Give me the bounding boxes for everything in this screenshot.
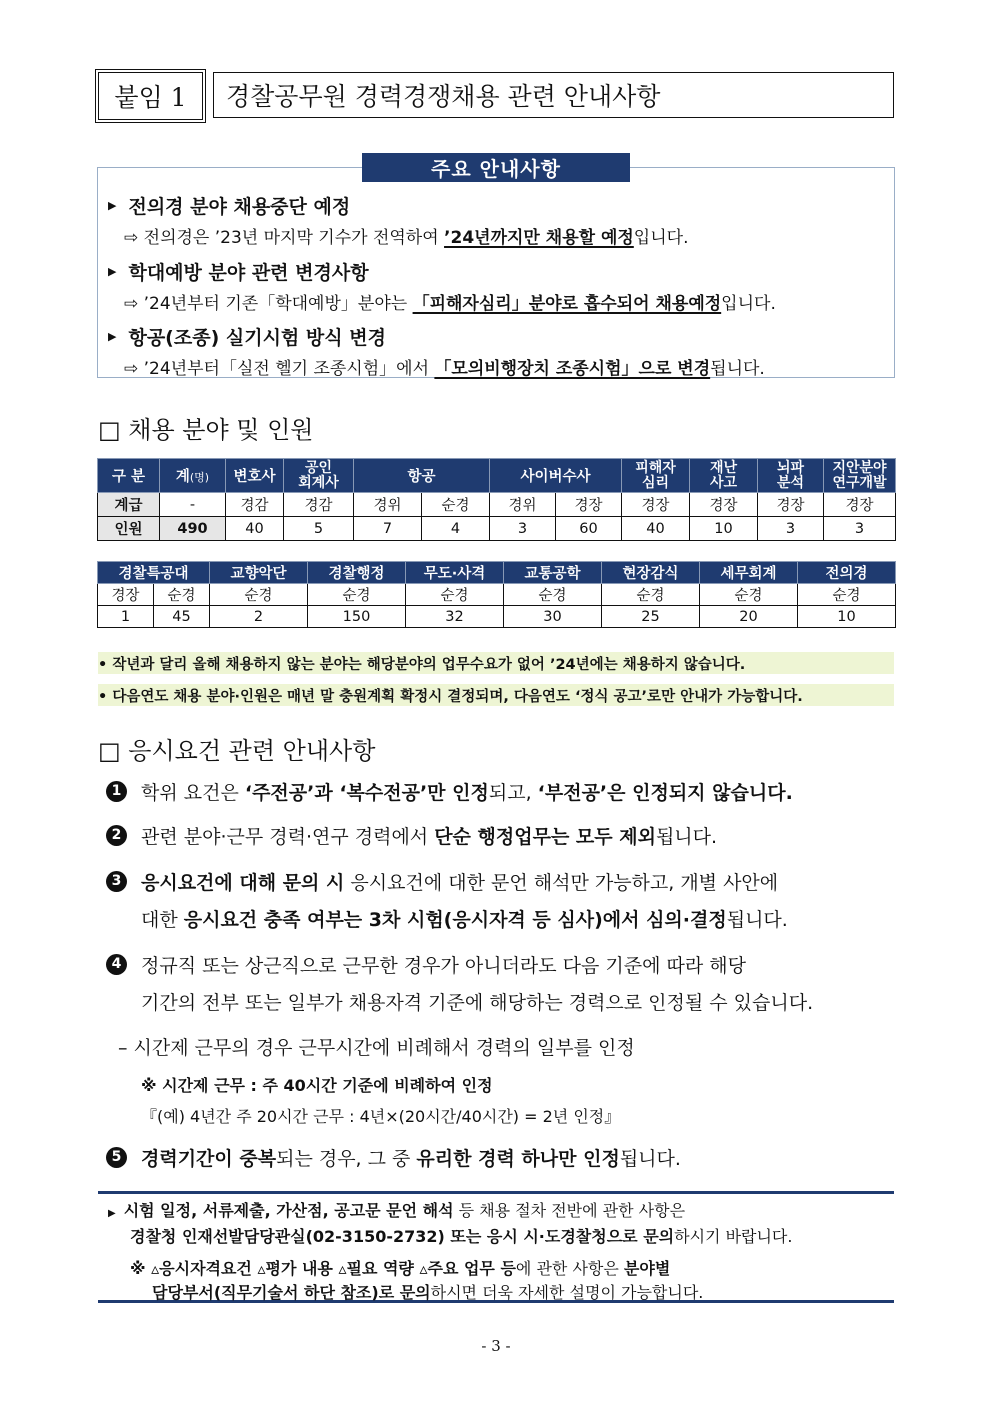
col-total: 계(명) [160,459,226,493]
notice-item-1-body: ⇨ 전의경은 ’23년 마지막 기수가 전역하여 ’24년까지만 채용할 예정입니다. [124,228,689,248]
notice-item-3-head: ▶ 항공(조종) 실기시험 방식 변경 [108,327,386,349]
contact-line-4: 담당부서(직무기술서 하단 참조)로 문의하시면 더욱 자세한 설명이 가능합니다. [152,1283,704,1302]
triangle-bullet-icon: ▶ [108,1208,116,1219]
triangle-bullet-icon: ▶ [108,199,117,212]
section-title-recruitment: □ 채용 분야 및 인원 [98,416,314,444]
notice-item-2-body: ⇨ ’24년부터 기존「학대예방」분야는 「피해자심리」분야로 흡수되어 채용예정입니다. [124,294,776,314]
col-brainwave: 뇌파 분석 [758,459,824,493]
requirement-4-sub: – 시간제 근무의 경우 근무시간에 비례해서 경력의 일부를 인정 [118,1037,635,1059]
contact-line-3: ※ ▵응시자격요건 ▵평가 내용 ▵필요 역량 ▵주요 업무 등에 관한 사항은 분야별 [130,1259,671,1278]
number-5-icon: 5 [106,1147,127,1168]
number-2-icon: 2 [106,825,127,846]
requirement-3-line2: 대한 응시요건 충족 여부는 3차 시험(응시자격 등 심사)에서 심의·결정됩니다. [141,909,788,931]
recruitment-table-2 [97,561,896,628]
part-time-note: ※ 시간제 근무 : 주 40시간 기준에 비례하여 인정 [141,1076,493,1095]
highlight-note-2: • 다음연도 채용 분야·인원은 매년 말 충원계획 확정시 결정되며, 다음연도 ‘정식 공고’로만 안내가 가능합니다. [98,684,894,706]
requirement-4: 4 정규직 또는 상근직으로 근무한 경우가 아니더라도 다음 기준에 따라 해당 [106,951,746,978]
page-title: 경찰공무원 경력경쟁채용 관련 안내사항 [213,72,894,118]
part-time-example: 『(예) 4년간 주 20시간 근무 : 4년×(20시간/40시간) = 2년 인정』 [141,1107,621,1126]
col-cpa: 공인 회계사 [284,459,354,493]
notice-item-3-body: ⇨ ’24년부터「실전 헬기 조종시험」에서 「모의비행장치 조종시험」으로 변경됩니다. [124,359,765,379]
number-1-icon: 1 [106,781,127,802]
table1-rank-row: 계급 - 경감 경감 경위 순경 경위 경장 경장 경장 경장 경장 [98,493,896,517]
requirement-2: 2 관련 분야·근무 경력·연구 경력에서 단순 행정업무는 모두 제외됩니다. [106,822,717,849]
page-number: - 3 - [481,1337,511,1355]
notice-item-2-head: ▶ 학대예방 분야 관련 변경사항 [108,262,369,284]
requirement-4-line2: 기간의 전부 또는 일부가 채용자격 기준에 해당하는 경력으로 인정될 수 있습니다. [141,992,814,1014]
arrow-icon: ⇨ [124,228,139,248]
triangle-bullet-icon: ▶ [108,265,117,278]
col-disaster: 재난 사고 [690,459,758,493]
arrow-icon: ⇨ [124,294,139,314]
notice-title: 주요 안내사항 [362,153,630,182]
requirement-5: 5 경력기간이 중복되는 경우, 그 중 유리한 경력 하나만 인정됩니다. [106,1144,681,1171]
recruitment-table-1 [97,458,896,541]
table2-count-row: 1 45 2 150 32 30 25 20 10 [98,606,896,628]
requirement-1: 1 학위 요건은 ‘주전공’과 ‘복수전공’만 인정되고, ‘부전공’은 인정되지 않습니다. [106,778,793,805]
number-3-icon: 3 [106,871,127,892]
triangle-bullet-icon: ▶ [108,330,117,343]
table1-count-row: 인원 490 40 5 7 4 3 60 40 10 3 3 [98,517,896,541]
contact-line-2: 경찰청 인재선발담당관실(02-3150-2732) 또는 응시 시·도경찰청으로 문의하시기 바랍니다. [130,1227,793,1246]
col-victim-psych: 피해자 심리 [622,459,690,493]
col-lawyer: 변호사 [226,459,284,493]
arrow-icon: ⇨ [124,359,139,379]
attachment-tag: 붙임 1 [98,72,203,120]
section-title-requirements: □ 응시요건 관련 안내사항 [98,737,376,765]
number-4-icon: 4 [106,954,127,975]
highlight-note-1: • 작년과 달리 올해 채용하지 않는 분야는 해당분야의 업무수요가 없어 ’24년에는 채용하지 않습니다. [98,652,894,674]
table1-header-row [98,459,896,493]
col-category: 구 분 [98,459,160,493]
col-aviation: 항공 [354,459,490,493]
notice-item-1-head: ▶ 전의경 분야 채용중단 예정 [108,196,351,218]
col-rnd: 지안분야 연구개발 [824,459,896,493]
table2-rank-row: 경장 순경 순경 순경 순경 순경 순경 순경 순경 [98,584,896,606]
table2-header-row: 경찰특공대 교향악단 경찰행정 무도·사격 교통공학 현장감식 세무회계 전의경 [98,562,896,584]
col-cyber: 사이버수사 [490,459,622,493]
contact-line-1: ▶ 시험 일정, 서류제출, 가산점, 공고문 문언 해석 등 채용 절차 전반에 관한 사항은 [108,1201,686,1220]
requirement-3: 3 응시요건에 대해 문의 시 응시요건에 대한 문언 해석만 가능하고, 개별 사안에 [106,868,778,895]
